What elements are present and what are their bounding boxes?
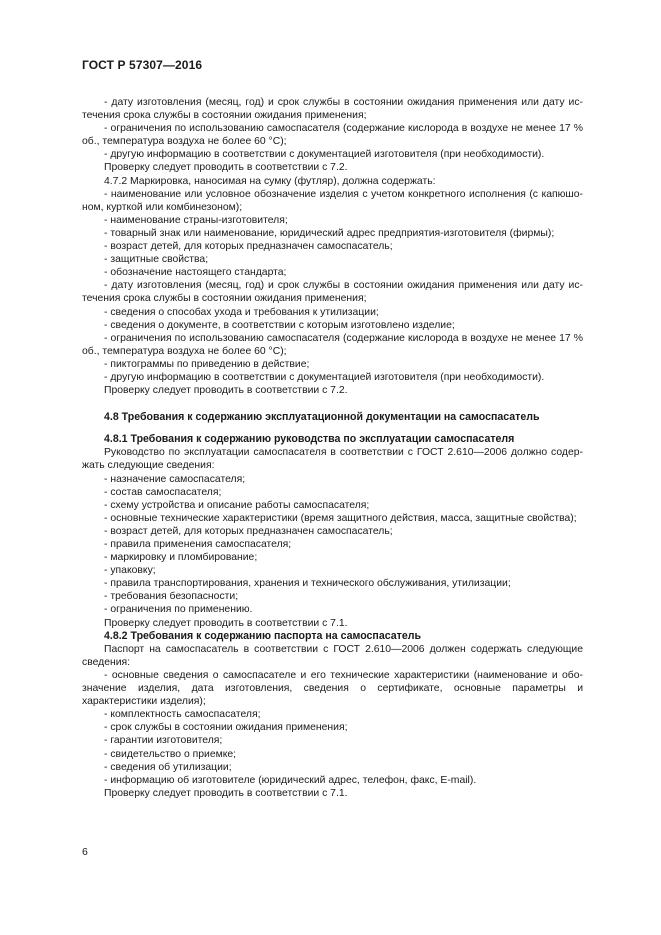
paragraph: - основные сведения о самоспасателе и его технические характеристики (наименование и обозначение изделия, дата изготовления, сведения о сертификате, основные параметры и характеристики изделия); xyxy=(82,669,583,708)
paragraph: - сведения о способах ухода и требования к утилизации; xyxy=(104,306,379,318)
paragraph: - дату изготовления (месяц, год) и срок службы в состоянии ожидания применения или дату истечения срока службы в состоянии ожидания применения; xyxy=(82,280,583,305)
paragraph: - пиктограммы по приведению в действие; xyxy=(104,358,310,370)
paragraph: - наименование страны-изготовителя; xyxy=(104,214,288,226)
paragraph: - ограничения по использованию самоспасателя (содержание кислорода в воздухе не менее 17 % об., температура воздуха не более 60 °С); xyxy=(82,332,583,357)
paragraph: - информацию об изготовителе (юридический адрес, телефон, факс, E-mail). xyxy=(104,774,477,786)
paragraph: - срок службы в состоянии ожидания применения; xyxy=(104,722,348,734)
section-heading: 4.8 Требования к содержанию эксплуатационной документации на самоспасатель xyxy=(104,411,540,424)
paragraph: - правила применения самоспасателя; xyxy=(104,539,292,550)
paragraph: - гарантии изготовителя; xyxy=(104,735,223,747)
document-header: ГОСТ Р 57307—2016 xyxy=(82,58,203,72)
paragraph: - свидетельство о приемке; xyxy=(104,748,237,760)
paragraph: - схему устройства и описание работы самоспасателя; xyxy=(104,499,370,511)
paragraph: 4.7.2 Маркировка, наносимая на сумку (футляр), должна содержать: xyxy=(104,175,436,187)
paragraph: - другую информацию в соответствии с документацией изготовителя (при необходимости). xyxy=(104,371,545,383)
paragraph: - назначение самоспасателя; xyxy=(104,473,246,485)
paragraph: - сведения об утилизации; xyxy=(104,761,232,773)
paragraph: Проверку следует проводить в соответствии с 7.2. xyxy=(104,162,348,174)
paragraph: - возраст детей, для которых предназначен самоспасатель; xyxy=(104,241,393,253)
paragraph: - возраст детей, для которых предназначен самоспасатель; xyxy=(104,525,393,537)
document-body xyxy=(82,96,583,800)
paragraph: Руководство по эксплуатации самоспасателя в соответствии с ГОСТ 2.610—2006 должно содержать следующие сведения: xyxy=(82,447,583,472)
paragraph: - упаковку; xyxy=(104,565,156,577)
paragraph: - комплектность самоспасателя; xyxy=(104,709,261,721)
paragraph: - другую информацию в соответствии с документацией изготовителя (при необходимости). xyxy=(104,149,545,161)
paragraph: - защитные свойства; xyxy=(104,254,209,266)
paragraph: Паспорт на самоспасатель в соответствии с ГОСТ 2.610—2006 должен содержать следующие сведения: xyxy=(82,643,583,668)
paragraph: - состав самоспасателя; xyxy=(104,486,222,498)
paragraph: - дату изготовления (месяц, год) и срок службы в состоянии ожидания применения или дату истечения срока службы в состоянии ожидания применения; xyxy=(82,97,583,122)
page-number: 6 xyxy=(82,846,88,858)
paragraph: - основные технические характеристики (время защитного действия, масса, защитные свойства); xyxy=(104,512,577,524)
paragraph: Проверку следует проводить в соответствии с 7.2. xyxy=(104,385,348,397)
paragraph: - сведения о документе, в соответствии с которым изготовлено изделие; xyxy=(104,319,455,331)
paragraph: Проверку следует проводить в соответствии с 7.1. xyxy=(104,617,348,629)
paragraph: - ограничения по применению. xyxy=(104,604,253,616)
paragraph: - правила транспортирования, хранения и технического обслуживания, утилизации; xyxy=(104,578,511,590)
paragraph: - маркировку и пломбирование; xyxy=(104,552,258,564)
paragraph: Проверку следует проводить в соответствии с 7.1. xyxy=(104,787,348,799)
subsection-heading: 4.8.1 Требования к содержанию руководства по эксплуатации самоспасателя xyxy=(104,433,515,446)
paragraph: - ограничения по использованию самоспасателя (содержание кислорода в воздухе не менее 17 % об., температура воздуха не более 60 °С); xyxy=(82,123,583,148)
paragraph: - наименование или условное обозначение изделия с учетом конкретного исполнения (с капюшоном, курткой или комбинезоном); xyxy=(82,188,583,213)
paragraph: - товарный знак или наименование, юридический адрес предприятия-изготовителя (фирмы); xyxy=(104,227,555,239)
paragraph: - обозначение настоящего стандарта; xyxy=(104,267,287,279)
paragraph: - требования безопасности; xyxy=(104,591,239,603)
subsection-heading: 4.8.2 Требования к содержанию паспорта на самоспасатель xyxy=(104,629,421,642)
